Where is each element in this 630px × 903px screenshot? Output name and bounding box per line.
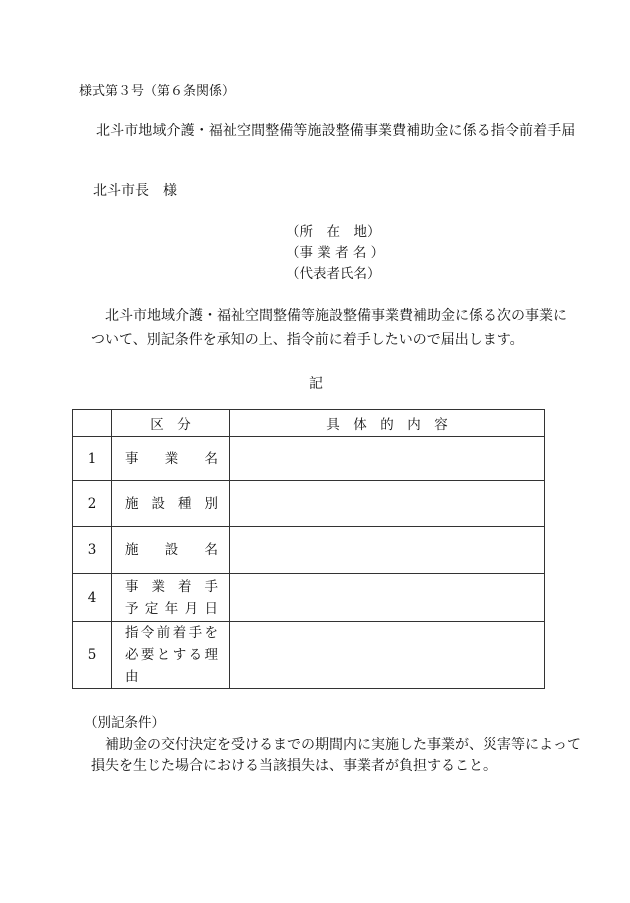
applicant-representative-label: （代表者氏名） bbox=[286, 266, 381, 282]
row-label bbox=[112, 527, 230, 574]
table-row bbox=[73, 574, 545, 622]
row-label-line: 事業着手 bbox=[125, 578, 218, 595]
row-content-field[interactable] bbox=[230, 527, 545, 574]
table-row bbox=[73, 437, 545, 481]
row-content-field[interactable] bbox=[230, 481, 545, 527]
row-content-field[interactable] bbox=[230, 622, 545, 689]
ki-marker: 記 bbox=[309, 376, 323, 392]
row-number: 3 bbox=[73, 527, 112, 574]
header-number-cell bbox=[73, 410, 112, 437]
conditions-heading: （別記条件） bbox=[84, 715, 165, 731]
applicant-business-label: （事 業 者 名 ） bbox=[286, 245, 385, 261]
addressee: 北斗市長 様 bbox=[93, 183, 177, 199]
row-content-field[interactable] bbox=[230, 437, 545, 481]
body-text-line-2: ついて、別記条件を承知の上、指令前に着手したいので届出します。 bbox=[91, 332, 524, 348]
form-number: 様式第３号（第６条関係） bbox=[79, 84, 236, 99]
conditions-text-line-1: 補助金の交付決定を受けるまでの期間内に実施した事業が、災害等によって bbox=[105, 737, 581, 753]
table-header-row bbox=[73, 410, 545, 437]
document-title: 北斗市地域介護・福祉空間整備等施設整備事業費補助金に係る指令前着手届 bbox=[96, 123, 576, 139]
row-number: 1 bbox=[73, 437, 112, 481]
row-label-line: 指令前着手を bbox=[125, 625, 218, 641]
conditions-text-line-2: 損失を生じた場合における当該損失は、事業者が負担すること。 bbox=[91, 758, 497, 774]
detail-table bbox=[72, 409, 545, 689]
table-row bbox=[73, 622, 545, 689]
row-label bbox=[112, 574, 230, 622]
applicant-address-label: （所 在 地） bbox=[286, 224, 381, 240]
row-number: 4 bbox=[73, 574, 112, 622]
row-content-field[interactable] bbox=[230, 574, 545, 622]
row-label bbox=[112, 622, 230, 689]
row-label-line: 施設名 bbox=[125, 542, 218, 558]
header-content: 具 体 的 内 容 bbox=[230, 410, 545, 437]
body-text-line-1: 北斗市地域介護・福祉空間整備等施設整備事業費補助金に係る次の事業に bbox=[105, 308, 567, 324]
table-row bbox=[73, 481, 545, 527]
row-number: 2 bbox=[73, 481, 112, 527]
header-category: 区 分 bbox=[112, 410, 230, 437]
row-label bbox=[112, 481, 230, 527]
row-label-line: 予定年月日 bbox=[125, 600, 218, 617]
row-label bbox=[112, 437, 230, 481]
row-label-line: 施設種別 bbox=[125, 495, 218, 512]
row-number: 5 bbox=[73, 622, 112, 689]
row-label-line: 事業名 bbox=[125, 450, 218, 467]
row-label-line: 必要とする理由 bbox=[125, 647, 218, 685]
table-row bbox=[73, 527, 545, 574]
